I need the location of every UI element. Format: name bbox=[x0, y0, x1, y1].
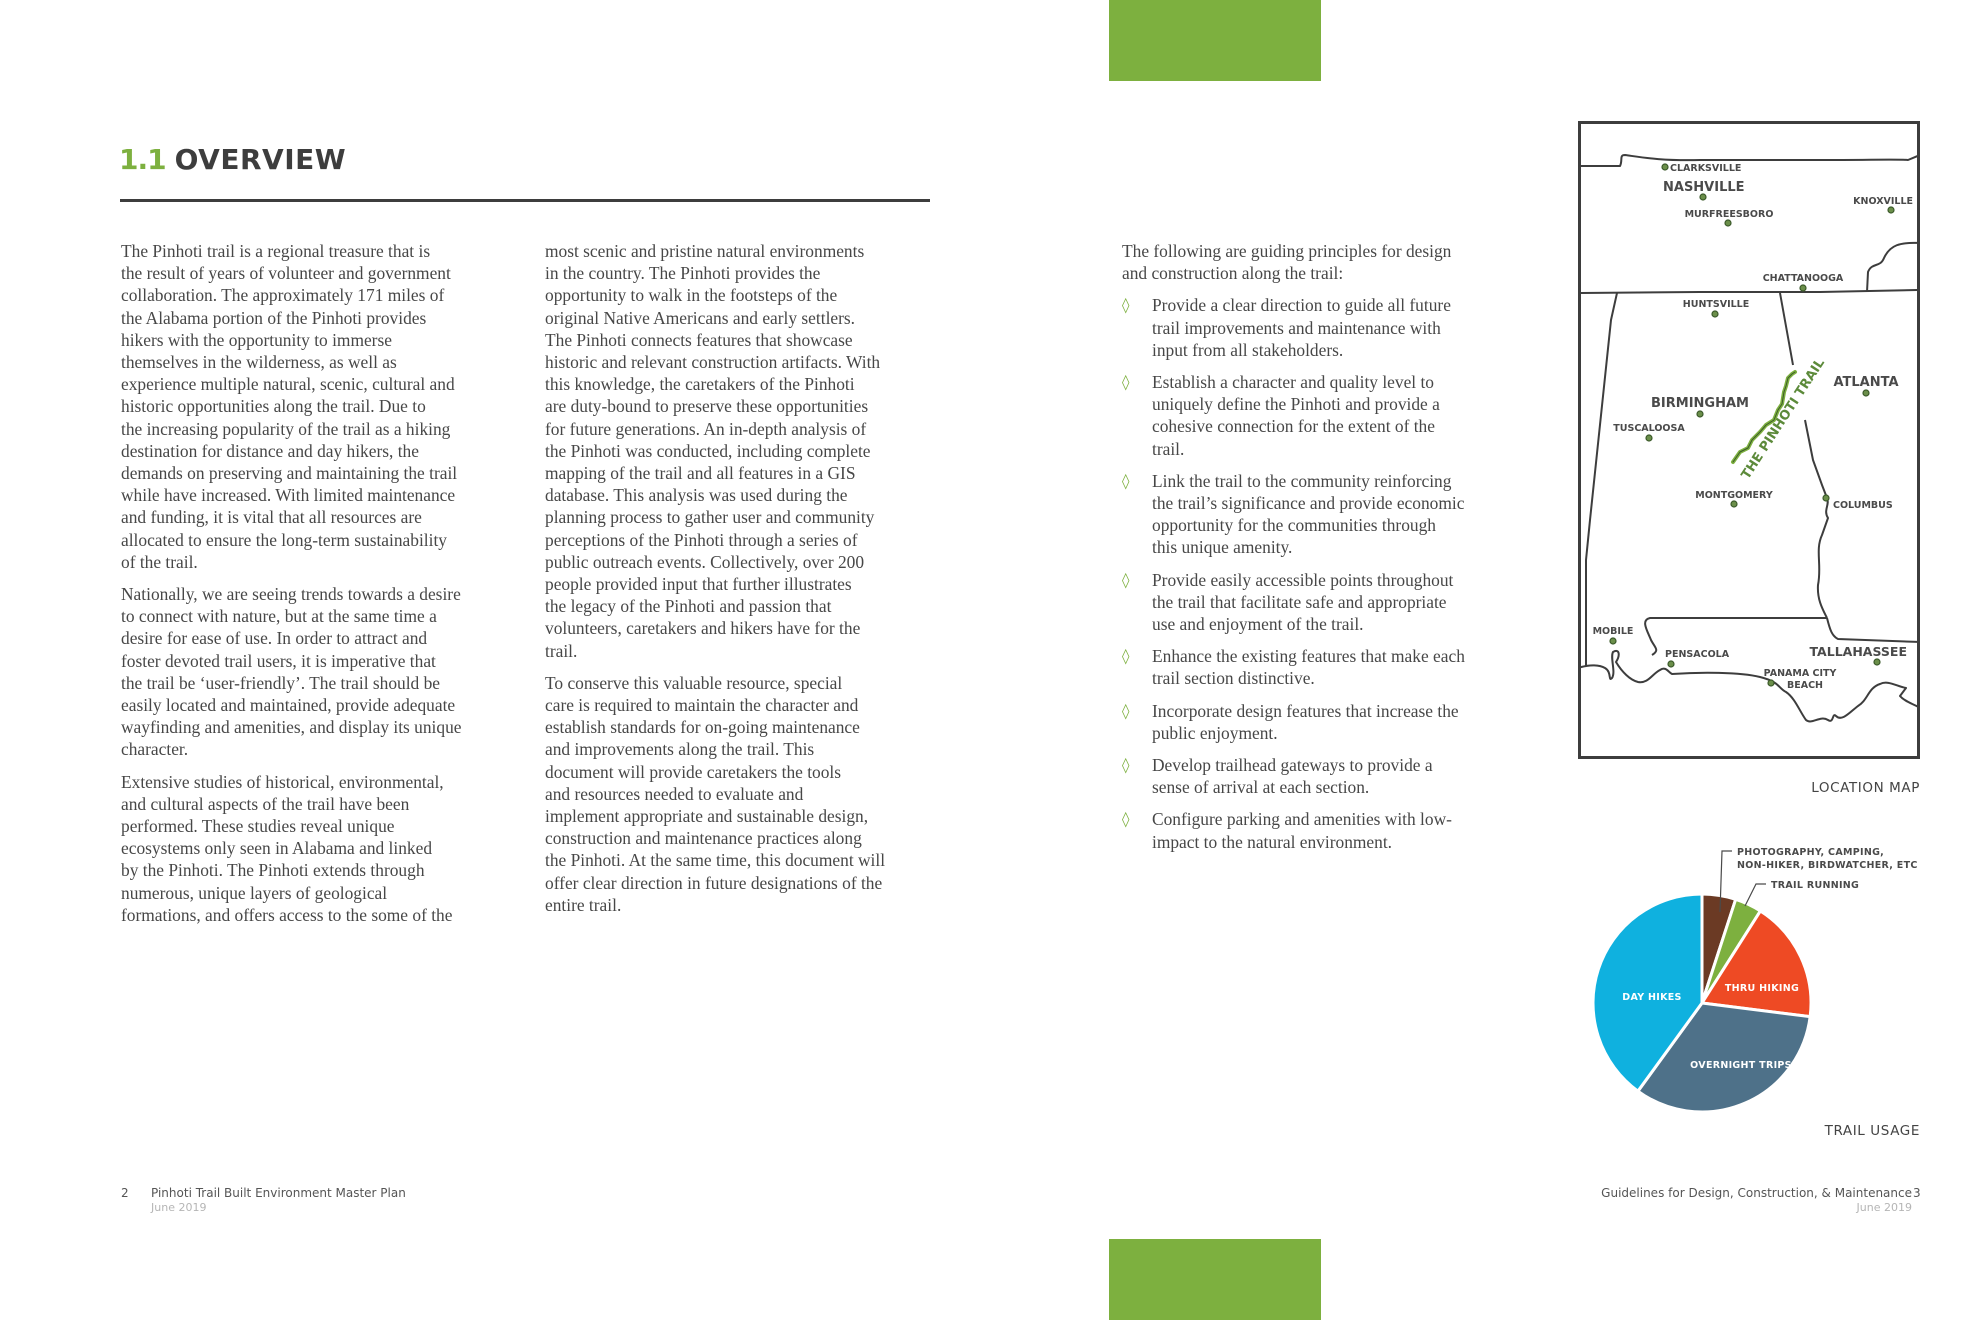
text-line: themselves in the wilderness, as well as bbox=[121, 352, 397, 373]
principle-item bbox=[1122, 470, 1522, 559]
text-line: original Native Americans and early settlers. bbox=[545, 307, 856, 328]
text-line: numerous, unique layers of geological bbox=[121, 882, 388, 903]
body-paragraph bbox=[121, 583, 521, 761]
city-label-montgomery: MONTGOMERY bbox=[1695, 490, 1773, 501]
principle-item bbox=[1122, 700, 1522, 744]
city-label-chattanooga: CHATTANOOGA bbox=[1762, 273, 1844, 284]
label-photography-line1: PHOTOGRAPHY, CAMPING, bbox=[1737, 847, 1885, 858]
pie-slices bbox=[1593, 894, 1811, 1112]
top-accent-bar bbox=[1109, 0, 1321, 81]
text-line: and funding, it is vital that all resources are bbox=[121, 507, 422, 528]
text-line: people provided input that further illustrates bbox=[545, 574, 852, 595]
text-line: Incorporate design features that increase the bbox=[1152, 700, 1459, 721]
principle-item bbox=[1122, 371, 1522, 460]
principles-intro bbox=[1122, 240, 1522, 284]
text-line: easily located and maintained, provide adequate bbox=[121, 695, 456, 716]
state-border-nc bbox=[1867, 243, 1920, 292]
principle-item bbox=[1122, 808, 1522, 852]
body-column-1 bbox=[121, 240, 521, 936]
trail-label: THE PINHOTI TRAIL bbox=[1738, 356, 1828, 483]
lozenge-bullet-icon: ◊ bbox=[1122, 570, 1130, 589]
text-line: public enjoyment. bbox=[1152, 722, 1278, 743]
location-map bbox=[1578, 121, 1920, 759]
state-border-tn-south bbox=[1578, 290, 1920, 293]
right-footer-date: June 2019 bbox=[1856, 1201, 1912, 1214]
label-photography-line2: NON-HIKER, BIRDWATCHER, ETC bbox=[1737, 860, 1918, 871]
state-border-ms-al bbox=[1586, 293, 1617, 666]
text-line: the Alabama portion of the Pinhoti provides bbox=[121, 307, 427, 328]
text-line: database. This analysis was used during the bbox=[545, 485, 848, 506]
map-caption: LOCATION MAP bbox=[1811, 780, 1920, 796]
text-line: desire for ease of use. In order to attract and bbox=[121, 628, 428, 649]
right-footer-title: Guidelines for Design, Construction, & Maintenance bbox=[1601, 1186, 1912, 1200]
principle-item bbox=[1122, 294, 1522, 361]
city-label-pensacola: PENSACOLA bbox=[1665, 649, 1730, 660]
text-line: performed. These studies reveal unique bbox=[121, 816, 395, 837]
principles-list bbox=[1122, 294, 1522, 852]
text-line: historic opportunities along the trail. Due to bbox=[121, 396, 426, 417]
page-title bbox=[119, 143, 346, 176]
principle-item bbox=[1122, 645, 1522, 689]
text-line: Establish a character and quality level to bbox=[1152, 372, 1435, 393]
city-label-clarksville: CLARKSVILLE bbox=[1670, 163, 1742, 174]
city-label-columbus: COLUMBUS bbox=[1833, 500, 1893, 511]
text-line: offer clear direction in future designations of the bbox=[545, 872, 883, 893]
section-number: 1.1 bbox=[119, 143, 166, 176]
text-line: the trail be ‘user-friendly’. The trail should be bbox=[121, 672, 441, 693]
text-line: historic and relevant construction artifacts. With bbox=[545, 352, 881, 373]
text-line: formations, and offers access to the some of the bbox=[121, 904, 453, 925]
text-line: of the trail. bbox=[121, 551, 198, 572]
lozenge-bullet-icon: ◊ bbox=[1122, 296, 1130, 315]
lozenge-bullet-icon: ◊ bbox=[1122, 373, 1130, 392]
text-line: The Pinhoti connects features that showcase bbox=[545, 329, 853, 350]
text-line: for future generations. An in-depth analysis of bbox=[545, 418, 867, 439]
text-line: volunteers, caretakers and hikers have for the bbox=[545, 618, 861, 639]
text-line: ecosystems only seen in Alabama and linked bbox=[121, 838, 433, 859]
city-label-panama-city: PANAMA CITY bbox=[1763, 668, 1837, 679]
text-line: foster devoted trail users, it is imperative that bbox=[121, 650, 436, 671]
text-line: care is required to maintain the character and bbox=[545, 695, 859, 716]
text-line: character. bbox=[121, 739, 189, 760]
text-line: the legacy of the Pinhoti and passion that bbox=[545, 596, 832, 617]
right-page-number: 3 bbox=[1913, 1186, 1921, 1200]
text-line: Configure parking and amenities with low- bbox=[1152, 809, 1452, 830]
text-line: while have increased. With limited maintenance bbox=[121, 485, 456, 506]
text-line: the trail’s significance and provide economic bbox=[1152, 493, 1465, 514]
text-line: allocated to ensure the long-term sustainability bbox=[121, 529, 447, 550]
text-line: document will provide caretakers the tools bbox=[545, 761, 842, 782]
text-line: experience multiple natural, scenic, cultural and bbox=[121, 374, 455, 395]
text-line: Nationally, we are seeing trends towards a desire bbox=[121, 584, 461, 605]
city-label-panama-city-beach: BEACH bbox=[1786, 680, 1824, 691]
text-line: sense of arrival at each section. bbox=[1152, 777, 1370, 798]
text-line: entire trail. bbox=[545, 894, 622, 915]
principle-item bbox=[1122, 754, 1522, 798]
label-trail-running: TRAIL RUNNING bbox=[1771, 880, 1860, 891]
text-line: the increasing popularity of the trail as a hiking bbox=[121, 418, 451, 439]
city-label-knoxville: KNOXVILLE bbox=[1853, 196, 1913, 207]
text-line: establish standards for on-going maintenance bbox=[545, 717, 860, 738]
text-line: demands on preserving and maintaining the trail bbox=[121, 463, 458, 484]
label-day-hikes: DAY HIKES bbox=[1622, 992, 1682, 1003]
state-border-ky-tn bbox=[1578, 155, 1920, 166]
lozenge-bullet-icon: ◊ bbox=[1122, 701, 1130, 720]
chart-caption: TRAIL USAGE bbox=[1824, 1123, 1920, 1139]
text-line: collaboration. The approximately 171 miles of bbox=[121, 285, 445, 306]
city-label-murfreesboro: MURFREESBORO bbox=[1684, 209, 1774, 220]
text-line: the Pinhoti. At the same time, this document will bbox=[545, 850, 886, 871]
text-line: the result of years of volunteer and government bbox=[121, 263, 451, 284]
city-label-tallahassee: TALLAHASSEE bbox=[1809, 644, 1907, 659]
guiding-principles-column bbox=[1122, 240, 1522, 863]
body-paragraph bbox=[545, 240, 945, 662]
text-line: wayfinding and amenities, and display its unique bbox=[121, 717, 462, 738]
text-line: Link the trail to the community reinforcing bbox=[1152, 470, 1452, 491]
text-line: to connect with nature, but at the same time a bbox=[121, 606, 437, 627]
text-line: the trail that facilitate safe and appropriate bbox=[1152, 591, 1447, 612]
body-column-2 bbox=[545, 240, 945, 926]
body-paragraph bbox=[545, 672, 945, 916]
text-line: public outreach events. Collectively, over 200 bbox=[545, 551, 865, 572]
city-label-birmingham: BIRMINGHAM bbox=[1651, 396, 1749, 411]
principle-item bbox=[1122, 569, 1522, 636]
text-line: and construction along the trail: bbox=[1122, 263, 1344, 284]
text-line: and resources needed to evaluate and bbox=[545, 783, 804, 804]
text-line: Enhance the existing features that make each bbox=[1152, 646, 1465, 667]
text-line: Provide easily accessible points throughout bbox=[1152, 569, 1454, 590]
text-line: destination for distance and day hikers, the bbox=[121, 440, 419, 461]
text-line: in the country. The Pinhoti provides the bbox=[545, 263, 821, 284]
text-line: planning process to gather user and community bbox=[545, 507, 875, 528]
section-title-text: OVERVIEW bbox=[174, 143, 347, 176]
city-label-tuscaloosa: TUSCALOOSA bbox=[1613, 423, 1685, 434]
text-line: the Pinhoti was conducted, including complete bbox=[545, 440, 871, 461]
trail-usage-pie-chart bbox=[1580, 840, 1940, 1120]
left-page-number: 2 bbox=[121, 1186, 129, 1200]
body-paragraph bbox=[121, 240, 521, 573]
text-line: most scenic and pristine natural environments bbox=[545, 241, 865, 261]
text-line: and cultural aspects of the trail have been bbox=[121, 793, 410, 814]
text-line: construction and maintenance practices along bbox=[545, 828, 862, 849]
gulf-coastline bbox=[1578, 651, 1920, 722]
text-line: by the Pinhoti. The Pinhoti extends through bbox=[121, 860, 425, 881]
text-line: trail section distinctive. bbox=[1152, 668, 1315, 689]
state-border-ga-fl bbox=[1827, 618, 1920, 642]
text-line: mapping of the trail and all features in a GIS bbox=[545, 463, 856, 484]
left-footer-title: Pinhoti Trail Built Environment Master Plan bbox=[151, 1186, 406, 1200]
text-line: uniquely define the Pinhoti and provide a bbox=[1152, 394, 1440, 415]
text-line: opportunity to walk in the footsteps of the bbox=[545, 285, 838, 306]
text-line: Develop trailhead gateways to provide a bbox=[1152, 755, 1433, 776]
text-line: implement appropriate and sustainable design, bbox=[545, 806, 869, 827]
bottom-accent-bar bbox=[1109, 1239, 1321, 1320]
text-line: and improvements along the trail. This bbox=[545, 739, 815, 760]
text-line: hikers with the opportunity to immerse bbox=[121, 329, 392, 350]
text-line: opportunity for the communities through bbox=[1152, 515, 1437, 536]
title-divider bbox=[120, 199, 930, 202]
lozenge-bullet-icon: ◊ bbox=[1122, 647, 1130, 666]
lozenge-bullet-icon: ◊ bbox=[1122, 471, 1130, 490]
text-line: The following are guiding principles for design bbox=[1122, 241, 1452, 261]
state-border-al-ga bbox=[1780, 293, 1828, 618]
text-line: perceptions of the Pinhoti through a series of bbox=[545, 529, 858, 550]
left-footer-date: June 2019 bbox=[151, 1201, 207, 1214]
city-label-nashville: NASHVILLE bbox=[1663, 180, 1745, 195]
text-line: trail improvements and maintenance with bbox=[1152, 317, 1441, 338]
text-line: trail. bbox=[545, 640, 578, 661]
text-line: impact to the natural environment. bbox=[1152, 831, 1393, 852]
city-label-mobile: MOBILE bbox=[1592, 626, 1634, 637]
city-label-atlanta: ATLANTA bbox=[1833, 375, 1899, 390]
text-line: cohesive connection for the extent of the bbox=[1152, 416, 1435, 437]
label-overnight-trips: OVERNIGHT TRIPS bbox=[1690, 1060, 1792, 1071]
text-line: use and enjoyment of the trail. bbox=[1152, 614, 1364, 635]
lozenge-bullet-icon: ◊ bbox=[1122, 756, 1130, 775]
body-paragraph bbox=[121, 771, 521, 926]
text-line: are duty-bound to preserve these opportunities bbox=[545, 396, 869, 417]
city-label-huntsville: HUNTSVILLE bbox=[1682, 299, 1750, 310]
text-line: this knowledge, the caretakers of the Pinhoti bbox=[545, 374, 855, 395]
text-line: input from all stakeholders. bbox=[1152, 339, 1344, 360]
text-line: Extensive studies of historical, environmental, bbox=[121, 771, 444, 792]
lozenge-bullet-icon: ◊ bbox=[1122, 810, 1130, 829]
text-line: Provide a clear direction to guide all future bbox=[1152, 295, 1451, 316]
map-graphic bbox=[1578, 121, 1920, 759]
label-thru-hiking: THRU HIKING bbox=[1724, 983, 1800, 994]
text-line: The Pinhoti trail is a regional treasure that is bbox=[121, 241, 431, 261]
text-line: To conserve this valuable resource, special bbox=[545, 672, 843, 693]
text-line: trail. bbox=[1152, 438, 1185, 459]
text-line: this unique amenity. bbox=[1152, 537, 1293, 558]
